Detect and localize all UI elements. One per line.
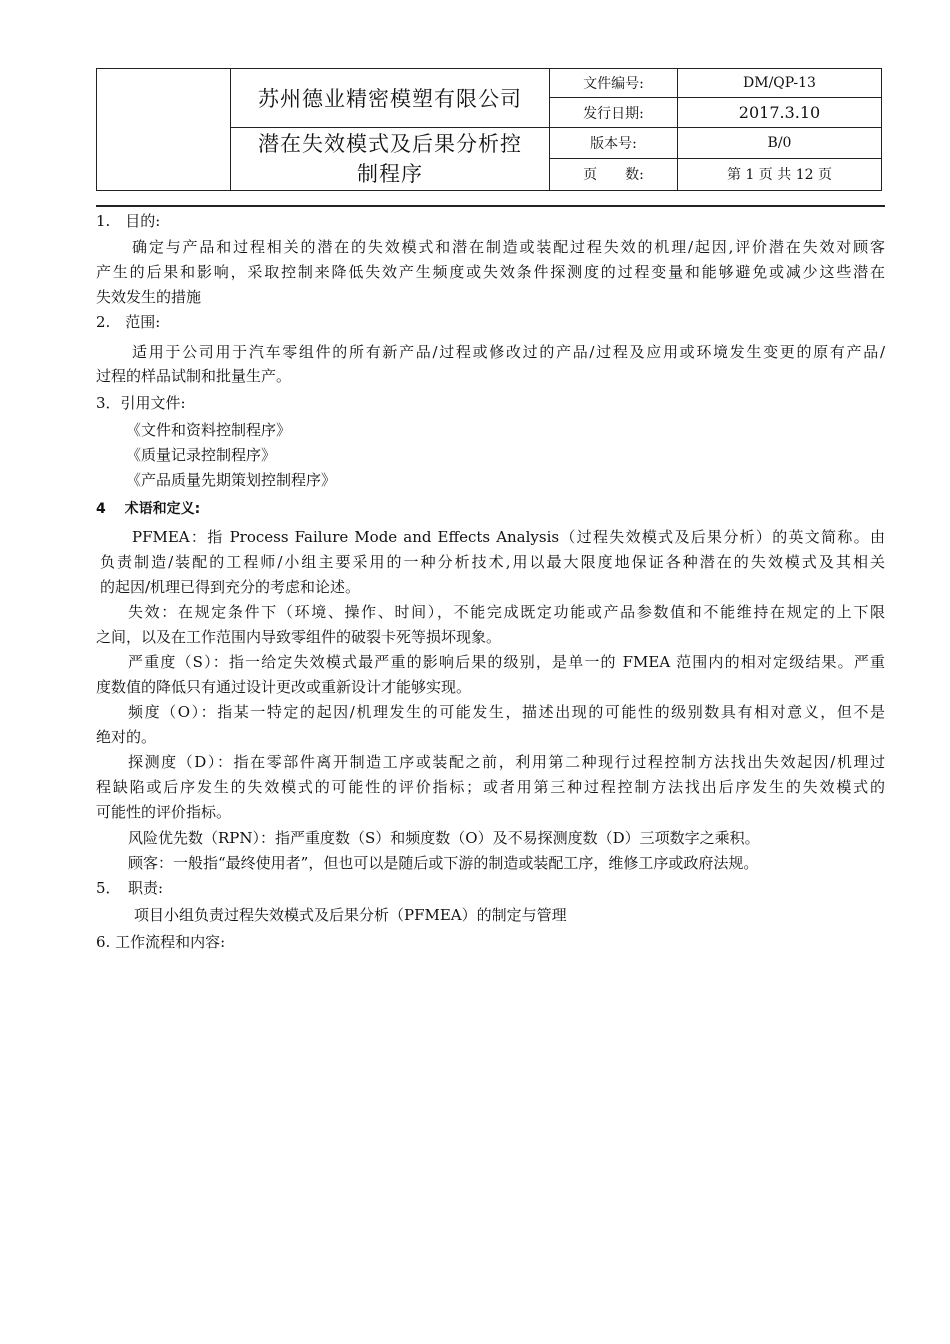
page-count-value: 第 1 页 共 12 页: [678, 158, 882, 190]
rpn-definition: 风险优先数（RPN）：指严重度数（S）和频度数（O）及不易探测度数（D）三项数字之乘积。: [128, 829, 760, 847]
version-value: B/0: [678, 128, 882, 158]
reference-doc-2: 《质量记录控制程序》: [126, 446, 277, 464]
customer-definition: 顾客：一般指“最终使用者”，但也可以是随后或下游的制造或装配工序，维修工序或政府法规。: [128, 854, 759, 872]
issue-date-value: 2017.3.10: [678, 98, 882, 128]
purpose-line-1: 确定与产品和过程相关的潜在的失效模式和潜在制造或装配过程失效的机理/起因,评价潜在失效对顾客: [132, 238, 885, 256]
section-1-heading: 1. 目的:: [96, 212, 161, 230]
purpose-line-3: 失效发生的措施: [96, 288, 202, 306]
page-count-label: 页 数:: [550, 158, 678, 190]
title-line-2: 制程序: [357, 162, 423, 187]
responsibility-line: 项目小组负责过程失效模式及后果分析（PFMEA）的制定与管理: [134, 906, 567, 924]
pfmea-definition-line-1: PFMEA：指 Process Failure Mode and Effects Analysis（过程失效模式及后果分析）的英文简称。由: [132, 528, 885, 546]
detection-definition-line-1: 探测度（D）：指在零部件离开制造工序或装配之前，利用第二种现行过程控制方法找出失效起因/机理过: [128, 753, 885, 771]
section-5-heading: 5． 职责:: [96, 879, 164, 897]
issue-date-label: 发行日期:: [550, 98, 678, 128]
severity-definition-line-2: 度数值的降低只有通过设计更改或重新设计才能够实现。: [96, 678, 472, 696]
version-label: 版本号:: [550, 128, 678, 158]
section-2-heading: 2. 范围:: [96, 313, 161, 331]
reference-doc-1: 《文件和资料控制程序》: [126, 421, 292, 439]
header-divider: [96, 205, 885, 207]
section-3-heading: 3．引用文件:: [96, 394, 186, 412]
section-4-heading: 4 术语和定义:: [96, 501, 201, 517]
severity-definition-line-1: 严重度（S）：指一给定失效模式最严重的影响后果的级别，是单一的 FMEA 范围内的相对定级结果。严重: [128, 653, 885, 671]
detection-definition-line-3: 可能性的评价指标。: [96, 803, 232, 821]
purpose-line-2: 产生的后果和影响，采取控制来降低失效产生频度或失效条件探测度的过程变量和能够避免或减少这些潜在: [96, 263, 885, 281]
scope-line-1: 适用于公司用于汽车零组件的所有新产品/过程或修改过的产品/过程及应用或环境发生变更的原有产品/: [132, 343, 885, 361]
section-6-heading: 6. 工作流程和内容:: [96, 933, 226, 951]
doc-number-value: DM/QP-13: [678, 69, 882, 98]
document-title: [231, 128, 550, 191]
scope-line-2: 过程的样品试制和批量生产。: [96, 367, 292, 385]
failure-definition-line-2: 之间，以及在工作范围内导致零组件的破裂卡死等损坏现象。: [96, 628, 502, 646]
pfmea-definition-line-3: 的起因/机理已得到充分的考虑和论述。: [100, 578, 361, 596]
company-name: 苏州德业精密模塑有限公司: [231, 69, 550, 128]
occurrence-definition-line-2: 绝对的。: [96, 728, 157, 746]
detection-definition-line-2: 程缺陷或后序发生的失效模式的可能性的评价指标；或者用第三种过程控制方法找出后序发生的失效模式的: [96, 778, 885, 796]
title-line-1: 潜在失效模式及后果分析控: [258, 132, 522, 157]
reference-doc-3: 《产品质量先期策划控制程序》: [126, 471, 337, 489]
pfmea-definition-line-2: 负责制造/装配的工程师/小组主要采用的一种分析技术,用以最大限度地保证各种潜在的失效模式及其相关: [100, 553, 885, 571]
document-header-table: [96, 68, 882, 191]
occurrence-definition-line-1: 频度（O）：指某一特定的起因/机理发生的可能发生，描述出现的可能性的级别数具有相对意义，但不是: [128, 703, 885, 721]
failure-definition-line-1: 失效：在规定条件下（环境、操作、时间），不能完成既定功能或产品参数值和不能维持在规定的上下限: [128, 603, 885, 621]
doc-number-label: 文件编号:: [550, 69, 678, 98]
logo-cell: [97, 69, 231, 191]
